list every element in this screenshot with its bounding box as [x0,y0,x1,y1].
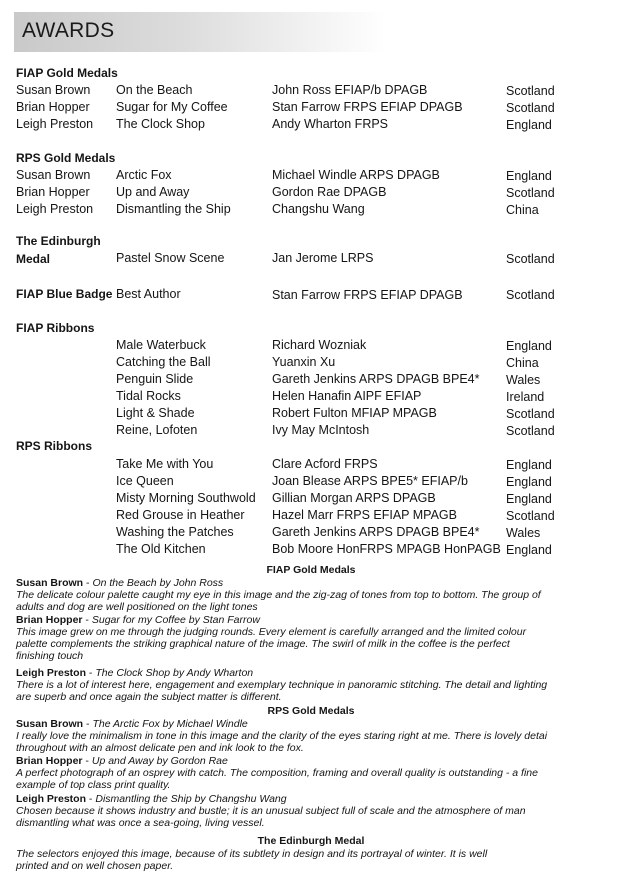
comments-heading-fiap-gold: FIAP Gold Medals [266,564,356,576]
ribbon-title: Catching the Ball [116,355,211,369]
ribbon-author: Ivy May McIntosh [272,423,370,437]
ribbon-title: Tidal Rocks [116,389,181,403]
section-heading-edinburgh: The Edinburgh [16,234,101,248]
ribbon-author: Gareth Jenkins ARPS DPAGB BPE4* [272,525,480,539]
ribbon-country: England [506,475,552,489]
ribbon-title: Misty Morning Southwold [116,491,256,505]
section-heading-rps-ribbons: RPS Ribbons [16,439,93,453]
ribbon-country: England [506,339,552,353]
ribbon-country: Scotland [506,407,555,421]
award-country: Scotland [506,101,555,115]
award-country: Scotland [506,186,555,200]
comment-text: I really love the minimalism in tone in this image and the clarity of the eyes staring right at me. There is lovely detai throughout with an almost delicate pen and ink look to the fox. [16,730,548,755]
comments-heading-edinburgh: The Edinburgh Medal [257,835,365,847]
comment-attribution: Brian Hopper - Up and Away by Gordon Rae [16,755,228,767]
award-author: Jan Jerome LRPS [272,251,374,265]
ribbon-author: Gareth Jenkins ARPS DPAGB BPE4* [272,372,480,386]
award-author: Andy Wharton FRPS [272,117,389,131]
award-title: Arctic Fox [116,168,172,182]
ribbon-author: Clare Acford FRPS [272,457,378,471]
award-name: Brian Hopper [16,100,90,114]
section-heading-fiap-blue: FIAP Blue Badge [16,287,113,301]
ribbon-author: Richard Wozniak [272,338,367,352]
award-author: Changshu Wang [272,202,365,216]
ribbon-author: Yuanxin Xu [272,355,336,369]
ribbon-country: England [506,543,552,557]
award-author: John Ross EFIAP/b DPAGB [272,83,428,97]
comment-text: There is a lot of interest here, engagement and exemplary technique in panoramic stitching. The detail and lighting are superb and once again the subject matter is different. [16,679,548,704]
judge-name: Leigh Preston [16,793,87,805]
award-title: On the Beach [116,83,193,97]
comment-text: A perfect photograph of an osprey with catch. The composition, framing and overall quality is outstanding - a fine example of top class print quality. [16,767,538,792]
image-credit: Sugar for my Coffee by Stan Farrow [91,614,260,626]
image-credit: Dismantling the Ship by Changshu Wang [95,793,287,805]
ribbon-author: Robert Fulton MFIAP MPAGB [272,406,437,420]
section-heading-fiap-gold: FIAP Gold Medals [16,66,118,80]
ribbon-country: Scotland [506,509,555,523]
award-country: Scotland [506,288,555,302]
award-country: China [506,203,539,217]
ribbon-author: Helen Hanafin AIPF EFIAP [272,389,422,403]
ribbon-title: Reine, Lofoten [116,423,198,437]
ribbon-country: China [506,356,539,370]
ribbon-author: Bob Moore HonFRPS MPAGB HonPAGB [272,542,501,556]
ribbon-title: Take Me with You [116,457,214,471]
judge-name: Brian Hopper [16,755,83,767]
award-author: Stan Farrow FRPS EFIAP DPAGB [272,100,463,114]
ribbon-country: Scotland [506,424,555,438]
judge-name: Leigh Preston [16,667,87,679]
award-title: Sugar for My Coffee [116,100,228,114]
award-author: Stan Farrow FRPS EFIAP DPAGB [272,288,463,302]
comment-attribution: Leigh Preston - The Clock Shop by Andy Wharton [16,667,254,679]
comment-attribution: Leigh Preston - Dismantling the Ship by Changshu Wang [16,793,287,805]
ribbon-title: Washing the Patches [116,525,234,539]
comment-text: Chosen because it shows industry and bustle; it is an unusual subject full of scale and the atmosphere of man dismantling what was once a sea-going, living vessel. [16,805,526,830]
ribbon-country: Wales [506,373,541,387]
award-country: Scotland [506,84,555,98]
award-name: Susan Brown [16,168,91,182]
award-country: England [506,169,552,183]
comment-attribution: Susan Brown - On the Beach by John Ross [16,577,224,589]
judge-name: Susan Brown [16,718,84,730]
judge-name: Susan Brown [16,577,84,589]
award-author: Michael Windle ARPS DPAGB [272,168,440,182]
image-credit: On the Beach by John Ross [92,577,224,589]
comment-text: The selectors enjoyed this image, because of its subtlety in design and its portrayal of winter. It is well printed and on well chosen paper. [16,848,488,873]
award-author: Gordon Rae DPAGB [272,185,387,199]
comment-text: The delicate colour palette caught my eye in this image and the zig-zag of tones from top to bottom. The group of adults and dog are well positioned on the light tones [16,589,541,614]
judge-name: Brian Hopper [16,614,83,626]
ribbon-country: England [506,458,552,472]
ribbon-title: Red Grouse in Heather [116,508,245,522]
section-heading-rps-gold: RPS Gold Medals [16,151,116,165]
ribbon-title: Penguin Slide [116,372,194,386]
award-name: Leigh Preston [16,117,94,131]
ribbon-country: Ireland [506,390,545,404]
ribbon-country: Wales [506,526,541,540]
comments-heading-rps-gold: RPS Gold Medals [267,705,355,717]
comment-attribution: Susan Brown - The Arctic Fox by Michael Windle [16,718,248,730]
award-country: England [506,118,552,132]
ribbon-title: Light & Shade [116,406,195,420]
ribbon-title: Male Waterbuck [116,338,206,352]
award-title: Up and Away [116,185,190,199]
section-heading-fiap-ribbons: FIAP Ribbons [16,321,95,335]
award-title: The Clock Shop [116,117,205,131]
comment-attribution: Brian Hopper - Sugar for my Coffee by Stan Farrow [16,614,260,626]
page-title: AWARDS [22,19,115,42]
ribbon-author: Joan Blease ARPS BPE5* EFIAP/b [272,474,468,488]
ribbon-title: The Old Kitchen [116,542,206,556]
award-name: Brian Hopper [16,185,90,199]
ribbon-country: England [506,492,552,506]
award-country: Scotland [506,252,555,266]
award-title: Dismantling the Ship [116,202,231,216]
comment-text: This image grew on me through the judging rounds. Every element is carefully arranged and the limited colour palette complements the striking graphical nature of the image. The swirl of milk in the coffee is the perfect finishing touch [16,626,527,663]
image-credit: The Arctic Fox by Michael Windle [92,718,248,730]
ribbon-author: Gillian Morgan ARPS DPAGB [272,491,436,505]
ribbon-author: Hazel Marr FRPS EFIAP MPAGB [272,508,457,522]
award-name: Leigh Preston [16,202,94,216]
image-credit: The Clock Shop by Andy Wharton [95,667,254,679]
award-title: Pastel Snow Scene [116,251,225,265]
section-heading-edinburgh-line2: Medal [16,252,51,266]
image-credit: Up and Away by Gordon Rae [91,755,228,767]
award-name: Susan Brown [16,83,91,97]
award-title: Best Author [116,287,181,301]
ribbon-title: Ice Queen [116,474,174,488]
